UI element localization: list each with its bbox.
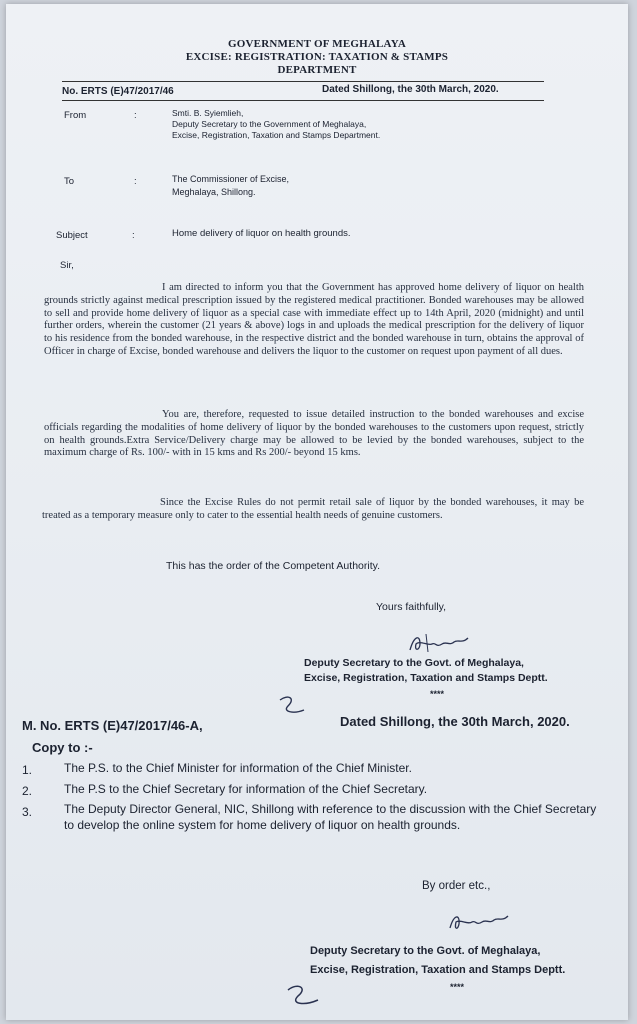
copy-item-text: The P.S. to the Chief Minister for information of the Chief Minister. — [64, 761, 412, 775]
closing: Yours faithfully, — [376, 601, 447, 613]
initial-mark — [274, 692, 314, 718]
signatory2-block — [310, 942, 565, 980]
subject-colon: : — [132, 230, 135, 241]
document-page — [6, 4, 628, 1020]
from-block — [172, 108, 380, 141]
from-label: From — [64, 110, 87, 121]
to-line: Meghalaya, Shillong. — [172, 187, 256, 197]
ref-rule — [62, 100, 544, 101]
signature-scribble — [406, 630, 476, 658]
signatory-line: Deputy Secretary to the Govt. of Meghalaya, — [304, 657, 524, 669]
copy-item-number: 1. — [22, 763, 33, 777]
memo-number: M. No. ERTS (E)47/2017/46-A, — [22, 718, 203, 733]
signature-scribble — [446, 910, 512, 936]
memo-date: Dated Shillong, the 30th March, 2020. — [340, 714, 570, 729]
signatory2-line: Excise, Registration, Taxation and Stamps Deptt. — [310, 964, 566, 976]
signatory2-stars: **** — [450, 982, 465, 992]
header-line-3: DEPARTMENT — [277, 64, 357, 76]
header-rule — [62, 81, 544, 82]
reference-number: No. ERTS (E)47/2017/46 — [62, 86, 174, 97]
subject-label: Subject — [56, 230, 88, 241]
paragraph-1: I am directed to inform you that the Government has approved home delivery of liquor on health grounds strictly against medical prescription issued by the registered medical practitioner. Bonded warehouses may be allowed to sell and provide home delivery of liquor as a special case with immediate effect up to 14th April, 2020 (midnight) and until further orders, wherein the customer (21 years & above) logs in and uploads the medical prescription for the delivery of liquor to his residence from the bonded warehouse, in the respective district and the bonded warehouse in turn, obtains the approval of Officer in charge of Excise, bonded warehouse and delivers the liquor to the customer on request upon payment of all dues. — [44, 282, 584, 357]
to-colon: : — [134, 176, 137, 187]
initial-mark — [282, 980, 328, 1010]
copy-item-number: 2. — [22, 784, 33, 798]
copy-item-text: The Deputy Director General, NIC, Shillong with reference to the discussion with the Chief Secretary to develop the online system for home delivery of liquor on health grounds. — [64, 802, 597, 832]
by-order: By order etc., — [422, 880, 491, 892]
from-line: Smti. B. Syiemlieh, — [172, 108, 244, 118]
subject-text: Home delivery of liquor on health grounds. — [172, 228, 351, 239]
header-line-1: GOVERNMENT OF MEGHALAYA — [228, 38, 406, 50]
from-line: Deputy Secretary to the Government of Meghalaya, — [172, 119, 367, 129]
copy-to-label: Copy to :- — [32, 740, 93, 755]
from-colon: : — [134, 110, 137, 121]
paragraph-3: Since the Excise Rules do not permit retail sale of liquor by the bonded warehouses, it may be treated as a temporary measure only to cater to the essential health needs of genuine customers. — [42, 497, 584, 521]
copy-item-text: The P.S to the Chief Secretary for information of the Chief Secretary. — [64, 782, 428, 796]
signatory-line: Excise, Registration, Taxation and Stamps Deptt. — [304, 672, 548, 684]
signatory-block — [304, 656, 548, 686]
order-line: This has the order of the Competent Authority. — [166, 560, 381, 572]
to-label: To — [64, 176, 75, 187]
to-block — [172, 173, 289, 199]
reference-date: Dated Shillong, the 30th March, 2020. — [322, 84, 499, 95]
header-line-2: EXCISE: REGISTRATION: TAXATION & STAMPS — [185, 51, 449, 63]
signatory2-line: Deputy Secretary to the Govt. of Meghalaya, — [310, 945, 541, 957]
paragraph-2: You are, therefore, requested to issue detailed instruction to the bonded warehouses and excise officials regarding the modalities of home delivery of liquor by the bonded warehouses to the customers upon request, strictly on health grounds.Extra Service/Delivery charge may be allowed to be levied by the bonded warehouses, subject to the maximum charge of Rs. 100/- with in 15 kms and Rs 200/- beyond 15 kms. — [44, 409, 584, 459]
copy-item-number: 3. — [22, 805, 33, 819]
from-line: Excise, Registration, Taxation and Stamps Department. — [172, 130, 381, 140]
signatory-stars: **** — [430, 689, 445, 699]
salutation: Sir, — [60, 260, 74, 271]
to-line: The Commissioner of Excise, — [172, 174, 290, 184]
